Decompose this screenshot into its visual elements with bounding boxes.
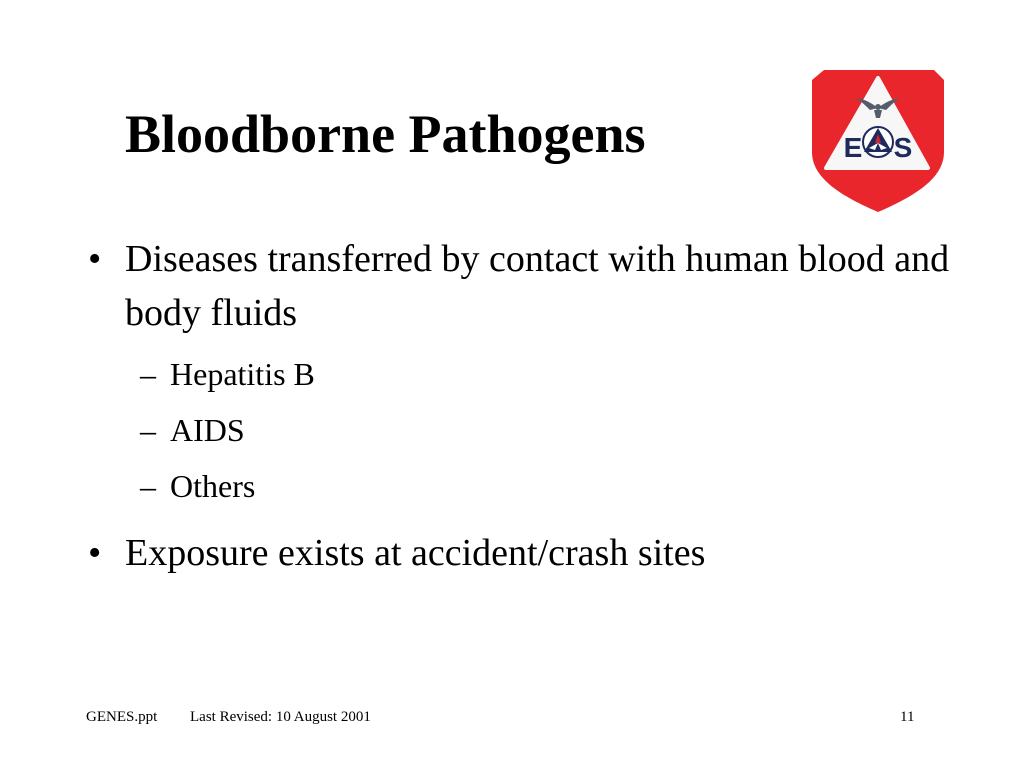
sub-bullet-item [88,402,968,458]
bullet-text: Exposure exists at accident/crash sites [125,532,706,574]
logo-letter-s: S [893,132,913,163]
slide-title: Bloodborne Pathogens [125,104,646,164]
sub-bullet-text: AIDS [170,412,245,448]
footer-page-number: 11 [900,709,915,725]
bullet-item [88,526,968,580]
cap-emblem-icon [863,127,893,157]
sub-bullet-item [88,458,968,514]
es-shield-logo-icon [810,66,946,214]
footer-revised-date: Last Revised: 10 August 2001 [190,709,371,725]
bullet-dot-icon: • [88,532,102,574]
sub-bullet-text: Others [170,468,256,504]
bullet-item [88,232,968,340]
dash-icon: – [140,468,156,504]
footer-filename: GENES.ppt [86,709,158,725]
spacer [88,514,968,526]
dash-icon: – [140,356,156,392]
sub-bullet-item [88,346,968,402]
bullet-text: Diseases transferred by contact with human blood and body fluids [125,238,950,334]
logo-letter-e: E [843,132,863,163]
bullet-dot-icon: • [88,238,102,280]
sub-bullet-text: Hepatitis B [170,356,315,392]
dash-icon: – [140,412,156,448]
bullet-list [88,232,968,580]
